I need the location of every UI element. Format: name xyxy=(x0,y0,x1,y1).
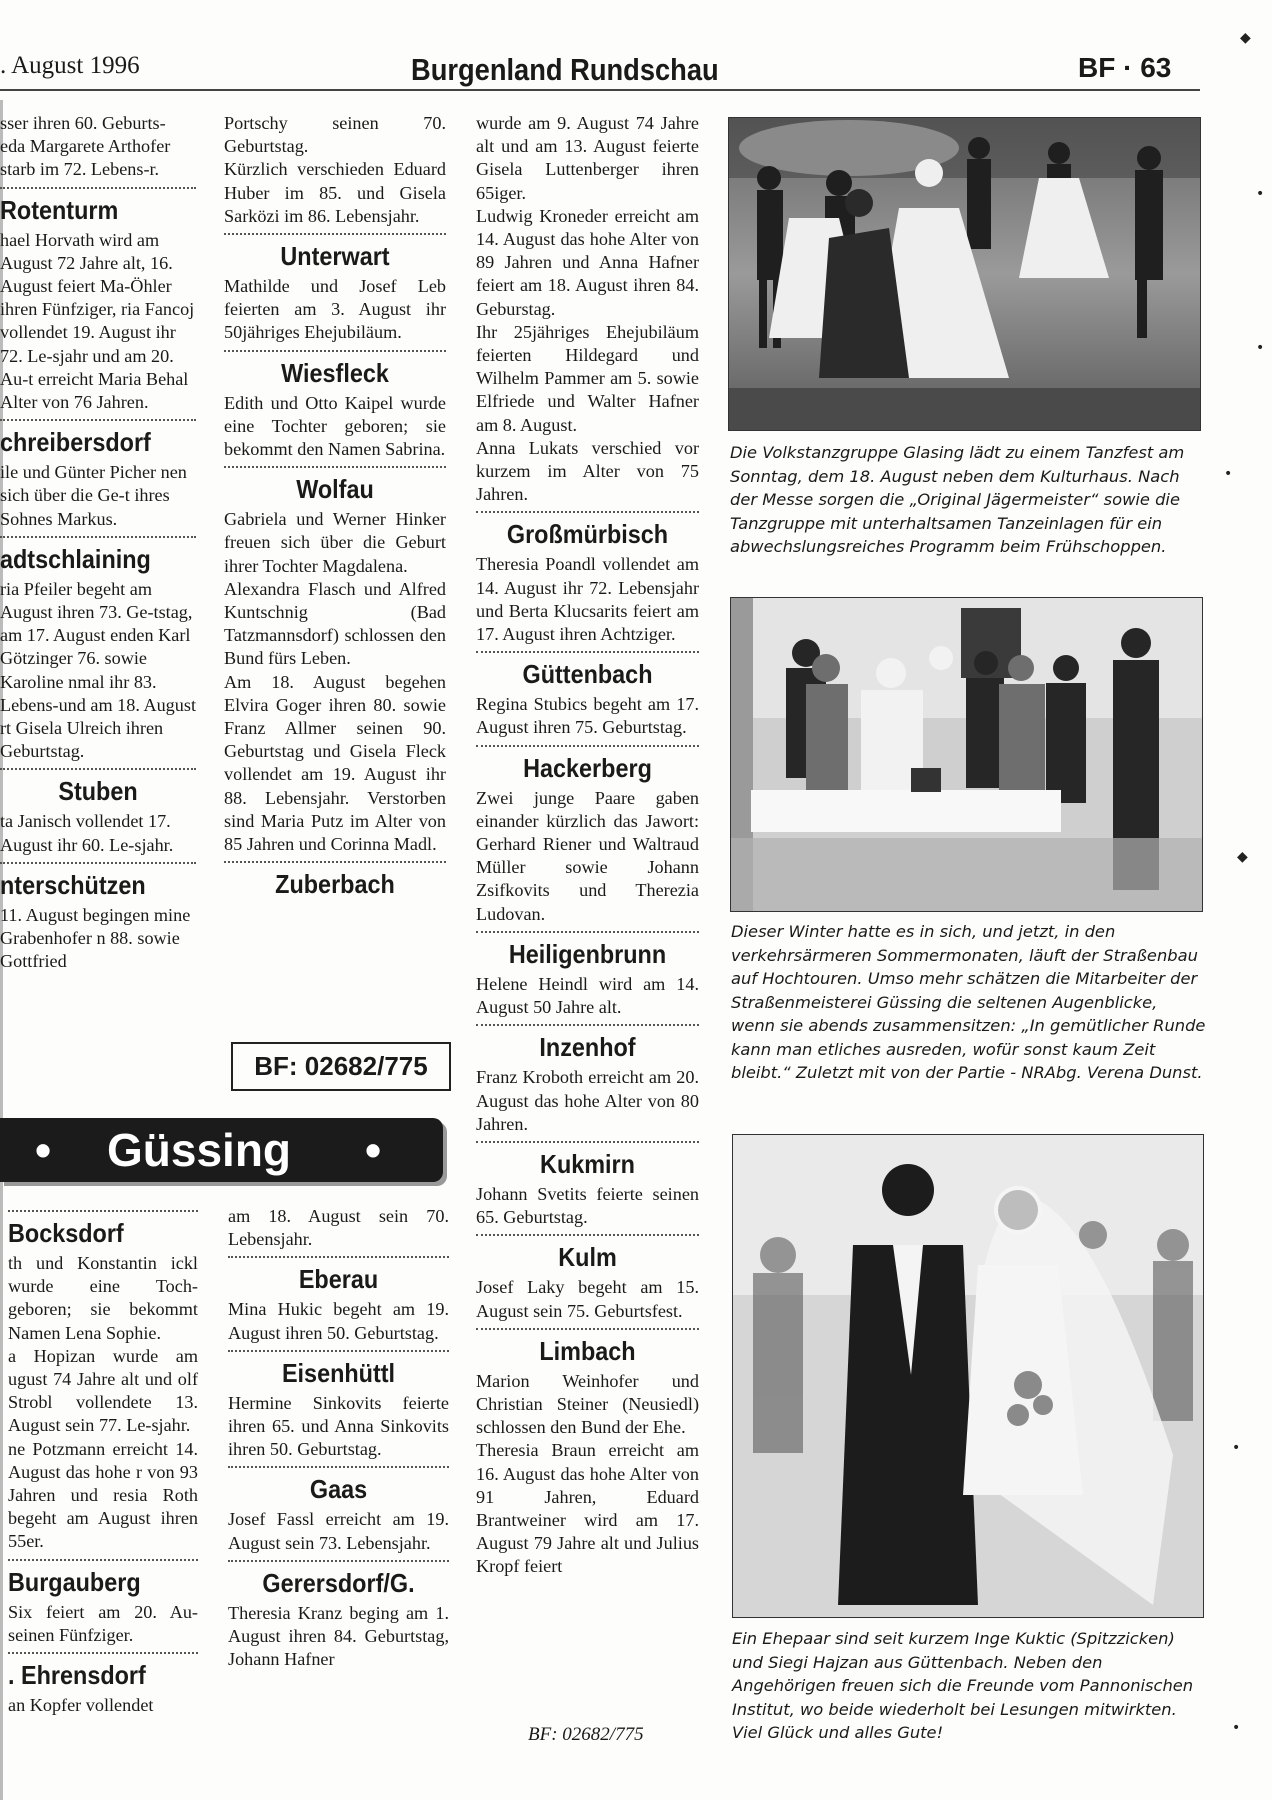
heading-grossmuerbisch: Großmürbisch xyxy=(506,519,669,550)
scan-margin-mark: ◆ xyxy=(1240,30,1251,46)
heading-bocksdorf: Bocksdorf xyxy=(8,1218,124,1248)
article-text: Theresia Poandl vollendet am 14. August ihr 72. Lebensjahr und Berta Klucsarits feiert am 17. August ihren Achtziger. xyxy=(476,554,699,645)
article-text: ta Janisch vollendet 17. August ihr 60. Le-sjahr. xyxy=(0,811,174,855)
article-text: Franz Kroboth erreicht am 20. August das hohe Alter von 80 Jahren. xyxy=(476,1067,699,1134)
caption-folk-dance: Die Volkstanzgruppe Glasing lädt zu einem Tanzfest am Sonntag, dem 18. August neben dem Kulturhaus. Nach der Messe sorgen die „Original Jägermeister“ sowie die Tanzgruppe mit unterhaltsamen Tanzeinlagen für ein abwechslungsreiches Programm beim Frühschoppen. xyxy=(730,443,1185,556)
dotted-divider xyxy=(224,233,446,235)
dotted-divider xyxy=(0,419,196,421)
column-2 xyxy=(224,112,446,903)
article-text: ile und Günter Picher nen sich über die Ge-t ihres Sohnes Markus. xyxy=(0,462,187,529)
article-text: ria Pfeiler begeht am August ihren 73. Ge-tstag, am 17. August enden Karl Götzinger 76. sowie Karoline nmal ihr 83. Lebens-und am 18. August rt Gisela Ulreich ihren Geburtstag. xyxy=(0,578,196,762)
scan-margin-mark: • xyxy=(1224,466,1233,482)
article-text: Mina Hukic begeht am 19. August ihren 50. Geburtstag. xyxy=(228,1299,449,1343)
article-text: Kürzlich verschieden Eduard Huber im 85. und Gisela Sarközi im 86. Lebensjahr. xyxy=(224,159,446,226)
dotted-divider xyxy=(476,931,699,933)
heading-kukmirn: Kukmirn xyxy=(540,1148,635,1179)
dotted-divider xyxy=(476,511,699,513)
caption-wedding-couple: Ein Ehepaar sind seit kurzem Inge Kuktic (Spitzzicken) und Siegi Hajzan aus Güttenbach. Neben den Angehörigen freuen sich die Freunde vom Pannonischen Institut, wo beide wiederholt bei Lesungen mitwirkten. Viel Glück und alles Gute! xyxy=(732,1629,1194,1742)
dotted-divider xyxy=(224,466,446,468)
dotted-divider xyxy=(476,651,699,653)
section-banner-guessing xyxy=(0,1118,443,1182)
photo-folk-dance xyxy=(728,117,1201,431)
column-1 xyxy=(0,112,196,973)
dotted-divider xyxy=(228,1560,449,1562)
column-1-bottom xyxy=(8,1205,198,1717)
column-2-bottom xyxy=(228,1205,449,1671)
article-text: sser ihren 60. Geburts- xyxy=(0,113,166,133)
heading-hackerberg: Hackerberg xyxy=(523,752,652,783)
article-text: Johann Svetits feierte seinen 65. Geburtstag. xyxy=(476,1183,699,1228)
newspaper-title: Burgenland Rundschau xyxy=(411,52,719,87)
article-text: hael Horvath wird am August 72 Jahre alt, 16. August feiert Ma-Öhler ihren Fünfziger, ria Fancoj vollendet 19. August ihr 72. Le-sjahr und am 20. Au-t erreicht Maria Behal Alter von 76 Jahren. xyxy=(0,229,195,413)
article-text: Helene Heindl wird am 14. August 50 Jahre alt. xyxy=(476,973,699,1018)
issue-date: . August 1996 xyxy=(0,52,140,79)
article-text: Marion Weinhofer und Christian Steiner (Neusiedl) schlossen den Bund der Ehe. xyxy=(476,1370,699,1438)
dotted-divider xyxy=(476,1328,699,1330)
article-text: th und Konstantin ickl wurde eine Toch-geboren; sie bekommt Namen Lena Sophie. xyxy=(8,1253,198,1343)
heading-gaas: Gaas xyxy=(309,1474,368,1505)
header-rule xyxy=(0,89,1200,91)
scan-margin-mark: • xyxy=(1232,1440,1241,1456)
article-text: Edith und Otto Kaipel wurde eine Tochter geboren; sie bekommt den Namen Sabrina. xyxy=(224,392,446,460)
phone-box: BF: 02682/775 xyxy=(231,1042,451,1091)
article-text: Theresia Braun erreicht am 16. August das hohe Alter von 91 Jahren, Eduard Brantweiner wird am 17. August 79 Jahre alt und Julius Kropf feiert xyxy=(476,1440,699,1577)
article-text: a Hopizan wurde am ugust 74 Jahre alt und olf Strobl vollendete 13. August sein 77. Le-sjahr. xyxy=(8,1345,198,1436)
article-text: 11. August begingen mine Grabenhofer n 88. sowie Gottfried xyxy=(0,904,191,972)
banner-bullet: • xyxy=(35,1124,52,1176)
article-text: Regina Stubics begeht am 17. August ihren 75. Geburtstag. xyxy=(476,694,699,738)
article-text: Zwei junge Paare gaben einander kürzlich das Jawort: Gerhard Riener und Waltraud Müller sowie Johann Zsifkovits und Therezia Ludovan. xyxy=(476,787,699,924)
photo-wedding-couple xyxy=(732,1134,1204,1618)
article-text: an Kopfer vollendet xyxy=(8,1695,154,1716)
scan-margin-mark: • xyxy=(1256,340,1265,356)
banner-bullet: • xyxy=(365,1124,382,1176)
dotted-divider xyxy=(224,350,446,352)
article-text: Hermine Sinkovits feierte ihren 65. und Anna Sinkovits ihren 50. Geburtstag. xyxy=(228,1392,449,1460)
article-text: Mathilde und Josef Leb feierten am 3. August ihr 50jähriges Ehejubiläum. xyxy=(224,276,446,343)
heading-wolfau: Wolfau xyxy=(296,474,374,505)
article-text: Gabriela und Werner Hinker freuen sich über die Geburt ihrer Tochter Magdalena. xyxy=(224,509,446,576)
dotted-divider xyxy=(228,1350,449,1352)
article-text: Theresia Kranz beging am 1. August ihren 84. Geburtstag, Johann Hafner xyxy=(228,1602,449,1670)
dotted-divider xyxy=(228,1256,449,1258)
dotted-divider xyxy=(0,536,196,538)
dotted-divider xyxy=(228,1466,449,1468)
heading-eisenhuettl: Eisenhüttl xyxy=(281,1357,396,1388)
dotted-divider xyxy=(8,1210,198,1212)
dotted-divider xyxy=(0,187,196,189)
article-text: Josef Laky begeht am 15. August sein 75. Geburtsfest. xyxy=(476,1277,699,1321)
banner-title: Güssing xyxy=(107,1124,292,1176)
dotted-divider xyxy=(224,861,446,863)
article-text: Alexandra Flasch und Alfred Kuntschnig (Bad Tatzmannsdorf) schlossen den Bund fürs Leben. xyxy=(224,578,446,669)
article-text: eda Margarete Arthofer starb im 72. Lebens-r. xyxy=(0,136,171,180)
dotted-divider xyxy=(8,1652,198,1654)
dotted-divider xyxy=(476,1234,699,1236)
dotted-divider xyxy=(8,1559,198,1561)
article-text: wurde am 9. August 74 Jahre alt und am 13. August feierte Gisela Luttenberger ihren 65iger. xyxy=(476,113,699,203)
heading-zuberbach: Zuberbach xyxy=(275,869,395,900)
dotted-divider xyxy=(476,1141,699,1143)
heading-ehrensdorf: . Ehrensdorf xyxy=(8,1660,146,1691)
heading-stadtschlaining: adtschlaining xyxy=(0,543,151,574)
footer-phone: BF: 02682/775 xyxy=(528,1724,644,1745)
heading-wiesfleck: Wiesfleck xyxy=(281,357,389,388)
article-text: Ludwig Kroneder erreicht am 14. August das hohe Alter von 89 Jahren und Anna Hafner feiert am 18. August ihren 84. Geburstag. xyxy=(476,205,699,319)
article-text: Portschy seinen 70. Geburtstag. xyxy=(224,113,446,157)
heading-limbach: Limbach xyxy=(539,1335,636,1366)
article-text: Ihr 25jähriges Ehejubiläum feierten Hildegard und Wilhelm Pammer am 5. sowie Elfriede und Walter Hafner am 8. August. xyxy=(476,321,699,435)
article-text: am 18. August sein 70. Lebensjahr. xyxy=(228,1206,449,1250)
heading-inzenhof: Inzenhof xyxy=(539,1032,636,1063)
heading-rotenturm: Rotenturm xyxy=(0,194,119,225)
heading-eberau: Eberau xyxy=(298,1264,379,1295)
photo-road-workers xyxy=(730,597,1203,912)
heading-gerersdorf: Gerersdorf/G. xyxy=(262,1567,415,1598)
scan-margin-mark: • xyxy=(1232,1720,1241,1736)
article-text: Josef Fassl erreicht am 19. August sein 73. Lebensjahr. xyxy=(228,1509,449,1553)
article-text: Six feiert am 20. Au-seinen Fünfziger. xyxy=(8,1601,198,1645)
page-number: BF · 63 xyxy=(1078,52,1172,83)
article-text: ne Potzmann erreicht 14. August das hohe r von 93 Jahren und resia Roth begeht am August ihren 55er. xyxy=(8,1438,198,1552)
heading-kulm: Kulm xyxy=(558,1242,617,1273)
dotted-divider xyxy=(476,745,699,747)
heading-unterwart: Unterwart xyxy=(280,241,390,272)
dotted-divider xyxy=(476,1024,699,1026)
heading-heiligenbrunn: Heiligenbrunn xyxy=(508,938,667,969)
scan-margin-mark: ◆ xyxy=(1237,849,1248,865)
scan-margin-mark: • xyxy=(1256,186,1265,202)
heading-stuben: Stuben xyxy=(58,776,138,807)
article-text: Am 18. August begehen Elvira Goger ihren 80. sowie Franz Allmer seinen 90. Geburtstag und Gisela Fleck vollendet am 19. August ihr 88. Lebensjahr. Verstorben sind Maria Putz im Alter von 85 Jahren und Corinna Madl. xyxy=(224,671,446,855)
heading-unterschuetzen: nterschützen xyxy=(0,869,146,900)
heading-guettenbach: Güttenbach xyxy=(522,659,653,690)
dotted-divider xyxy=(0,768,196,770)
heading-burgauberg: Burgauberg xyxy=(8,1566,141,1597)
dotted-divider xyxy=(0,862,196,864)
column-3 xyxy=(476,112,699,1579)
article-text: Anna Lukats verschied vor kurzem im Alter von 75 Jahren. xyxy=(476,437,699,505)
heading-schreibersdorf: chreibersdorf xyxy=(0,427,151,458)
caption-road-workers: Dieser Winter hatte es in sich, und jetzt, in den verkehrsärmeren Sommermonaten, läuft der Straßenbau auf Hochtouren. Umso mehr schätzen die Mitarbeiter der Straßenmeisterei Güssing die seltenen Augenblicke, wenn sie abends zusammensitzen: „In gemütlicher Runde kann man etliches ausreden, wofür sonst kaum Zeit bleibt.“ Zuletzt mit von der Partie - NRAbg. Verena Dunst. xyxy=(731,922,1206,1082)
